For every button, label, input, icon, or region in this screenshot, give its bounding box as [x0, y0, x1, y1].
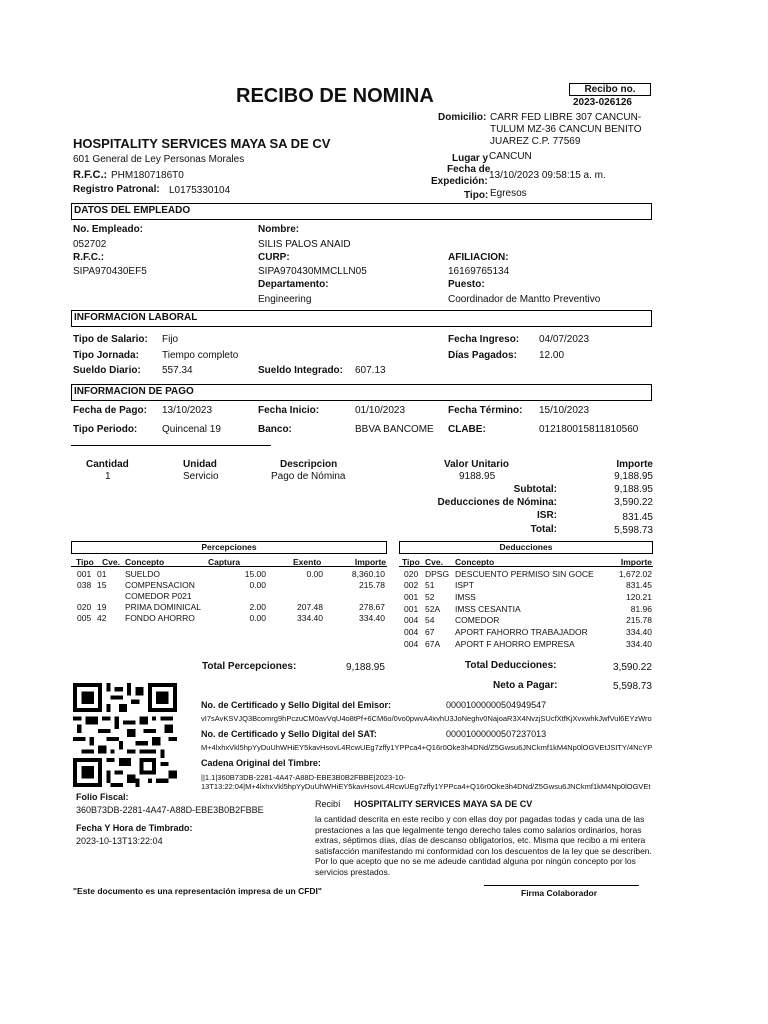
ded-h-importe: Importe — [620, 557, 652, 567]
receipt-number: 2023-026126 — [573, 97, 632, 108]
table-cell: 67 — [425, 627, 435, 637]
table-cell: 038 — [77, 580, 92, 590]
folio: 360B73DB-2281-4A47-A88D-EBE3B0B2FBBE — [76, 805, 264, 815]
table-cell: 81.96 — [630, 604, 652, 614]
table-cell: 831.45 — [626, 580, 652, 590]
separator-line — [71, 445, 271, 446]
receipt-label-box: Recibo no. — [569, 83, 651, 96]
qr-code-icon — [73, 683, 177, 787]
table-cell: 004 — [404, 639, 419, 649]
fecha-pago: 13/10/2023 — [162, 405, 213, 416]
perc-h-importe: Importe — [354, 557, 386, 567]
periodo-label: Tipo Periodo: — [73, 424, 138, 435]
table-cell: 0.00 — [249, 613, 266, 623]
patronal-value: L0175330104 — [169, 185, 231, 196]
emp-curp-label: CURP: — [258, 252, 290, 263]
emisor-sello: vI7sAvKSVJQ3Bcomrg9hPczuCM0avVqU4o8tPf+6CM6o/0vo0pwvA4xvhU3JoNeghv0NajoaR3X4NvzjSUcfXtfKjXvxwhkJwfVul6EYzWro — [201, 714, 652, 723]
perc-h-exento: Exento — [293, 557, 322, 567]
table-cell: 120.21 — [626, 592, 652, 602]
table-cell: IMSS CESANTIA — [455, 604, 521, 614]
table-cell: 52 — [425, 592, 435, 602]
isr-label: ISR: — [537, 510, 557, 521]
perc-h-tipo: Tipo — [76, 557, 94, 567]
emp-afiliacion: 16169765134 — [448, 266, 510, 277]
h-importe: Importe — [616, 459, 653, 470]
recibi-company: HOSPITALITY SERVICES MAYA SA DE CV — [354, 799, 533, 809]
dias-pagados-label: Días Pagados: — [448, 350, 517, 361]
emp-afiliacion-label: AFILIACION: — [448, 252, 509, 263]
company-rfc-label: R.F.C.: — [73, 169, 108, 181]
table-cell: 004 — [404, 627, 419, 637]
table-cell: COMPENSACION — [125, 580, 195, 590]
domicilio-line-3: JUAREZ C.P. 77569 — [490, 136, 581, 147]
table-cell: COMEDOR P021 — [125, 591, 192, 601]
clabe-label: CLABE: — [448, 424, 486, 435]
table-cell: 001 — [77, 569, 92, 579]
emp-depto: Engineering — [258, 294, 312, 305]
total: 5,598.73 — [614, 525, 653, 536]
concept-valor: 9188.95 — [459, 471, 496, 482]
fecha-inicio: 01/10/2023 — [355, 405, 406, 416]
fecha-inicio-label: Fecha Inicio: — [258, 405, 320, 416]
perc-h-cve: Cve. — [102, 557, 120, 567]
ded-h-concepto: Concepto — [455, 557, 495, 567]
table-cell: 67A — [425, 639, 441, 649]
table-cell: 52A — [425, 604, 441, 614]
banco: BBVA BANCOME — [355, 424, 434, 435]
sueldo-integrado: 607.13 — [355, 365, 386, 376]
table-cell: APORT F AHORRO EMPRESA — [455, 639, 575, 649]
neto: 5,598.73 — [613, 681, 652, 692]
table-cell: 8,360.10 — [351, 569, 385, 579]
domicilio-line-2: TULUM MZ-36 CANCUN BENITO — [490, 124, 642, 135]
table-cell: 215.78 — [359, 580, 385, 590]
signature-line — [484, 885, 639, 886]
table-cell: 51 — [425, 580, 435, 590]
table-cell: 278.67 — [359, 602, 385, 612]
emp-nombre-label: Nombre: — [258, 224, 300, 235]
table-cell: 334.40 — [297, 613, 323, 623]
table-cell: ISPT — [455, 580, 474, 590]
domicilio-label: Domicilio: — [438, 112, 487, 123]
table-cell: 005 — [77, 613, 92, 623]
recibi-text: la cantidad descrita en este recibo y con ellas doy por pagadas todas y cada una de las prestaciones a las que legalmente tengo derecho tales como salarios ordinarios, horas extras, séptimos días, días de descanso obligatorios, etc. Misma que recibo a mi entera satisfacción manifestando mi conformidad con los descuentos de la ley que se describen. Por lo que acepto que no se me adeude cantidad alguna por ningún concepto por los servicios prestados. — [315, 814, 652, 877]
table-cell: 002 — [404, 580, 419, 590]
concept-cantidad: 1 — [105, 471, 111, 482]
fecha-exp-value: 13/10/2023 09:58:15 a. m. — [489, 170, 606, 181]
company-rfc: PHM1807186T0 — [111, 170, 184, 181]
tipo-value: Egresos — [490, 188, 527, 199]
tipo-salario-label: Tipo de Salario: — [73, 334, 148, 345]
cfdi-note: "Este documento es una representación impresa de un CFDI" — [73, 886, 322, 896]
concept-unidad: Servicio — [183, 471, 219, 482]
fecha-exp-label-2: Expedición: — [431, 176, 488, 187]
emp-nombre: SILIS PALOS ANAID — [258, 239, 351, 250]
lugar-value: CANCUN — [489, 151, 532, 162]
table-cell: 19 — [97, 602, 107, 612]
fecha-ingreso: 04/07/2023 — [539, 334, 590, 345]
fecha-pago-label: Fecha de Pago: — [73, 405, 147, 416]
total-percepciones-label: Total Percepciones: — [202, 661, 297, 672]
table-cell: 215.78 — [626, 615, 652, 625]
emp-num: 052702 — [73, 239, 107, 250]
table-cell: 54 — [425, 615, 435, 625]
total-deducciones: 3,590.22 — [613, 662, 652, 673]
domicilio-line-1: CARR FED LIBRE 307 CANCUN- — [490, 112, 642, 123]
sueldo-integrado-label: Sueldo Integrado: — [258, 365, 343, 376]
table-cell: 0.00 — [249, 580, 266, 590]
emisor-label: No. de Certificado y Sello Digital del Emisor: — [201, 700, 392, 710]
emp-rfc: SIPA970430EF5 — [73, 266, 147, 277]
table-cell: FONDO AHORRO — [125, 613, 195, 623]
ded-h-tipo: Tipo — [402, 557, 420, 567]
section-laboral: INFORMACION LABORAL — [71, 310, 652, 327]
table-cell: PRIMA DOMINICAL — [125, 602, 202, 612]
sat-cert: 00001000000507237013 — [446, 729, 547, 739]
isr: 831.45 — [622, 512, 653, 523]
sat-sello: M+4lxhxVkl5hpYyDuUhWHiEY5kavHsovL4RcwUEg7zffy1YPPca4+Q16r0Oke3h4DNd/Z5Gwsu6JNCkmf1kM4Np0lOGVEtJSITY/4NcYP — [201, 743, 653, 752]
patronal-label: Registro Patronal: — [73, 184, 160, 195]
subtotal: 9,188.95 — [614, 484, 653, 495]
ded-h-cve: Cve. — [425, 557, 443, 567]
table-cell: 1,672.02 — [618, 569, 652, 579]
cadena-line-1: ||1.1|360B73DB-2281-4A47-A88D-EBE3B0B2FBBE|2023-10- — [201, 773, 406, 782]
recibi-label: Recibí — [315, 799, 341, 809]
emp-num-label: No. Empleado: — [73, 224, 144, 235]
section-pago: INFORMACION DE PAGO — [71, 384, 652, 401]
perc-h-concepto: Concepto — [125, 557, 165, 567]
table-cell: DESCUENTO PERMISO SIN GOCE — [455, 569, 594, 579]
total-percepciones: 9,188.95 — [346, 662, 385, 673]
table-cell: 001 — [404, 604, 419, 614]
emp-puesto: Coordinador de Mantto Preventivo — [448, 294, 601, 305]
company-regime: 601 General de Ley Personas Morales — [73, 154, 245, 165]
table-cell: 01 — [97, 569, 107, 579]
total-deducciones-label: Total Deducciones: — [465, 660, 557, 671]
total-label: Total: — [530, 524, 557, 535]
periodo: Quincenal 19 — [162, 424, 221, 435]
table-cell: 15 — [97, 580, 107, 590]
perc-h-captura: Captura — [208, 557, 241, 567]
neto-label: Neto a Pagar: — [493, 680, 558, 691]
jornada: Tiempo completo — [162, 350, 239, 361]
timbrado: 2023-10-13T13:22:04 — [76, 836, 163, 846]
sueldo-diario-label: Sueldo Diario: — [73, 365, 141, 376]
table-cell: 020 — [77, 602, 92, 612]
table-cell: SUELDO — [125, 569, 160, 579]
deducciones: 3,590.22 — [614, 497, 653, 508]
emisor-cert: 00001000000504949547 — [446, 700, 547, 710]
subtotal-label: Subtotal: — [513, 484, 557, 495]
table-cell: DPSG — [425, 569, 450, 579]
table-cell: 207.48 — [297, 602, 323, 612]
table-cell: IMSS — [455, 592, 476, 602]
table-cell: 004 — [404, 615, 419, 625]
banco-label: Banco: — [258, 424, 292, 435]
tipo-label: Tipo: — [464, 190, 489, 201]
table-cell: 020 — [404, 569, 419, 579]
timbrado-label: Fecha Y Hora de Timbrado: — [76, 823, 193, 833]
table-cell: APORT FAHORRO TRABAJADOR — [455, 627, 588, 637]
table-cell: 2.00 — [249, 602, 266, 612]
table-cell: 334.40 — [626, 639, 652, 649]
table-cell: 001 — [404, 592, 419, 602]
h-unidad: Unidad — [183, 459, 217, 470]
table-cell: COMEDOR — [455, 615, 500, 625]
fecha-termino-label: Fecha Término: — [448, 405, 523, 416]
h-cantidad: Cantidad — [86, 459, 129, 470]
concept-descripcion: Pago de Nómina — [271, 471, 346, 482]
sat-label: No. de Certificado y Sello Digital del SAT: — [201, 729, 377, 739]
emp-rfc-label: R.F.C.: — [73, 252, 105, 263]
clabe: 012180015811810560 — [539, 424, 639, 435]
emp-depto-label: Departamento: — [258, 279, 329, 290]
sueldo-diario: 557.34 — [162, 365, 193, 376]
h-valor: Valor Unitario — [444, 459, 510, 470]
table-cell: 334.40 — [359, 613, 385, 623]
jornada-label: Tipo Jornada: — [73, 350, 139, 361]
folio-label: Folio Fiscal: — [76, 792, 129, 802]
cadena-line-2: 13T13:22:04|M+4lxhxVkl5hpYyDuUhWHiEY5kavHsovL4RcwUEg7zffy1YPPca4+Q16r0Oke3h4DNd/Z5Gwsu6JNCkmf1kM4Np0lOGVEt — [201, 782, 651, 791]
h-descripcion: Descripcion — [280, 459, 338, 470]
percepciones-title-box: Percepciones — [71, 541, 387, 554]
firma-label: Firma Colaborador — [521, 888, 598, 898]
table-cell: 334.40 — [626, 627, 652, 637]
section-empleado: DATOS DEL EMPLEADO — [71, 203, 652, 220]
fecha-ingreso-label: Fecha Ingreso: — [448, 334, 520, 345]
lugar-label: Lugar y — [452, 153, 489, 164]
deducciones-label: Deducciones de Nómina: — [437, 497, 557, 508]
emp-curp: SIPA970430MMCLLN05 — [258, 266, 367, 277]
document-title: RECIBO DE NOMINA — [236, 85, 434, 107]
table-cell: 0.00 — [306, 569, 323, 579]
deducciones-title-box: Deducciones — [399, 541, 653, 554]
table-cell: 15.00 — [244, 569, 266, 579]
company-name: HOSPITALITY SERVICES MAYA SA DE CV — [73, 136, 331, 151]
fecha-exp-label-1: Fecha de — [447, 164, 491, 175]
emp-puesto-label: Puesto: — [448, 279, 485, 290]
tipo-salario: Fijo — [162, 334, 179, 345]
dias-pagados: 12.00 — [539, 350, 565, 361]
concept-importe: 9,188.95 — [614, 471, 653, 482]
fecha-termino: 15/10/2023 — [539, 405, 590, 416]
table-cell: 42 — [97, 613, 107, 623]
cadena-label: Cadena Original del Timbre: — [201, 758, 321, 768]
